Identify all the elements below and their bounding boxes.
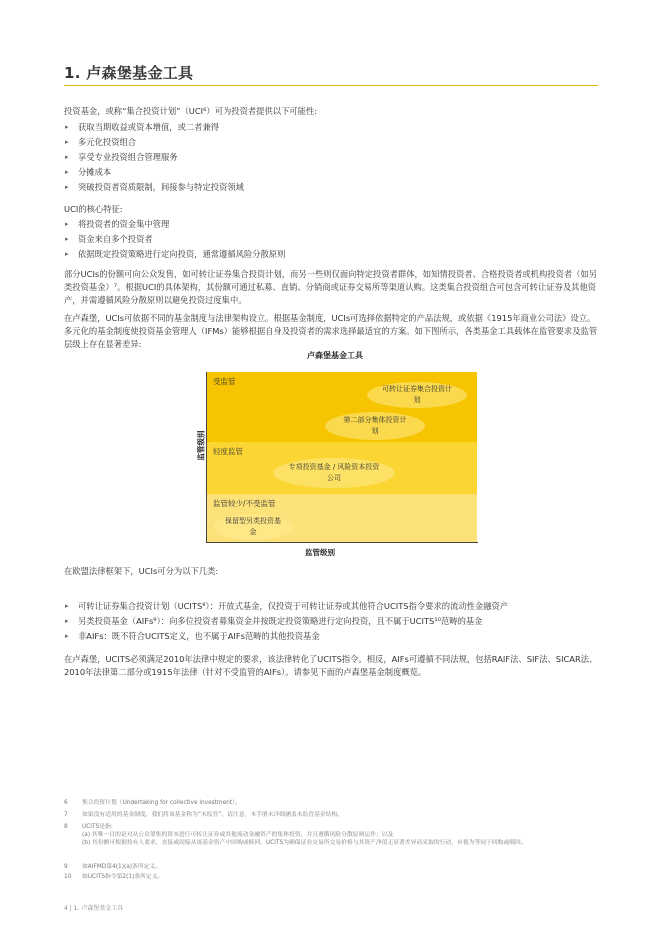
title-divider xyxy=(64,85,598,86)
list-item: ▸ 另类投资基金（AIFs⁹）：向多位投资者募集资金并按既定投资策略进行定向投资，且不属于UCITS¹⁰范畴的基金 xyxy=(64,614,598,629)
intro-text: 投资基金，或称“集合投资计划”（UCI⁶）可为投资者提供以下可能性: xyxy=(64,106,318,116)
list-item: ▸ 依据既定投资策略进行定向投资，通常遵循风险分散原则 xyxy=(64,247,598,262)
paragraph-1: 部分UCIs的份额可向公众发售，如可转让证券集合投资计划，而另一些则仅面向特定投资者群体，如知情投资者、合格投资者或机构投资者（如另类投资基金）⁷。根据UCI的具体架构，其份额可通过私募、直销、分销商或证券交易所等渠道认购。这类集合投资组合可包含可转让证券及其他资产，并需遵循风险分散原则以避免投资过度集中。 xyxy=(64,269,598,305)
list-item: ▸ 突破投资者资质限制，间接参与特定投资领域 xyxy=(64,180,598,195)
x-axis-label: 监管级别 xyxy=(305,548,335,557)
list-item: ▸ 享受专业投资组合管理服务 xyxy=(64,150,598,165)
footnote: 6 集合投资计划（Undertaking for collective investment）。 xyxy=(64,800,241,806)
footnote: 8 UCITS是指: xyxy=(64,824,113,830)
list-item: ▸ 将投资者的资金集中管理 xyxy=(64,217,598,232)
footnote: (b) 其份额可根据持有人要求，直接或间接从该基金资产中回购或赎回。UCITS为确保证券交易所交易价格与其资产净值无显著差异而采取的行动，应视为等同于回购或赎回。 xyxy=(82,840,527,846)
band-label: 监管较少/不受监管 xyxy=(213,499,276,508)
oval-raif: 保留型另类投资基金 xyxy=(213,514,293,540)
list-item: ▸ 获取当期收益或资本增值，或二者兼得 xyxy=(64,120,598,135)
page-title: 1. 卢森堡基金工具 xyxy=(64,64,194,82)
footnote: 7 如果没有适用的基金制度，我们将该基金称为“未监管”。请注意，本手册未详细涵盖未监管基金结构。 xyxy=(64,812,344,818)
footnote: 10 如UCITS指令第2(1)条所定义。 xyxy=(64,874,164,880)
paragraph-3: 在卢森堡，UCITS必须满足2010年法律中规定的要求，该法律转化了UCITS指令。相反，AIFs可遵循不同法规，包括RAIF法、SIF法、SICAR法、2010年法律第二部分或1915年法律（针对不受监管的AIFs）。请参见下面的卢森堡基金制度概览。 xyxy=(64,654,598,677)
page-footer: 4 | 1. 卢森堡基金工具 xyxy=(64,905,124,912)
footnote: (a) 其唯一目的是对从公众筹集的资本进行可转让证券或其他流动金融资产的集体投资，并且遵循风险分散原则运作；以及 xyxy=(82,832,394,838)
regulation-diagram xyxy=(185,350,485,565)
list-item: ▸ 可转让证券集合投资计划（UCITS⁸）：开放式基金，仅投资于可转让证券或其他符合UCITS指令要求的流动性金融资产 xyxy=(64,599,598,614)
oval-part-ii: 第二部分集体投资计划 xyxy=(325,412,425,440)
diagram-title: 卢森堡基金工具 xyxy=(307,351,363,360)
paragraph-2: 在卢森堡，UCIs可依据不同的基金制度与法律架构设立。根据基金制度，UCIs可选择依据特定的产品法规，或依据《1915年商业公司法》设立。多元化的基金制度使投资基金管理人（IFMs）能够根据自身及投资者的需求选择最适宜的方案。如下图所示，各类基金工具载体在监管要求及监管层级上存在显著差异: xyxy=(64,313,598,349)
list-item: ▸ 分摊成本 xyxy=(64,165,598,180)
band-label: 受监管 xyxy=(213,377,236,386)
oval-sif-sicar: 专项投资基金 / 风险资本投资公司 xyxy=(273,458,395,488)
band-label: 轻度监管 xyxy=(213,447,243,456)
eu-bullet-list xyxy=(64,599,598,644)
list-item: ▸ 资金来自多个投资者 xyxy=(64,232,598,247)
x-axis xyxy=(206,542,478,543)
intro-bullet-list xyxy=(64,120,598,195)
footnote: 9 如AIFMD第4(1)(a)条所定义。 xyxy=(64,864,162,870)
oval-ucits: 可转让证券集合投资计划 xyxy=(367,382,467,408)
list-item: ▸ 非AIFs：既不符合UCITS定义，也不属于AIFs范畴的其他投资基金 xyxy=(64,629,598,644)
core-heading: UCI的核心特征: xyxy=(64,204,123,214)
y-axis-label: 监管级别 xyxy=(196,430,206,461)
eu-intro: 在欧盟法律框架下，UCIs可分为以下几类: xyxy=(64,566,219,576)
core-bullet-list xyxy=(64,217,598,262)
list-item: ▸ 多元化投资组合 xyxy=(64,135,598,150)
